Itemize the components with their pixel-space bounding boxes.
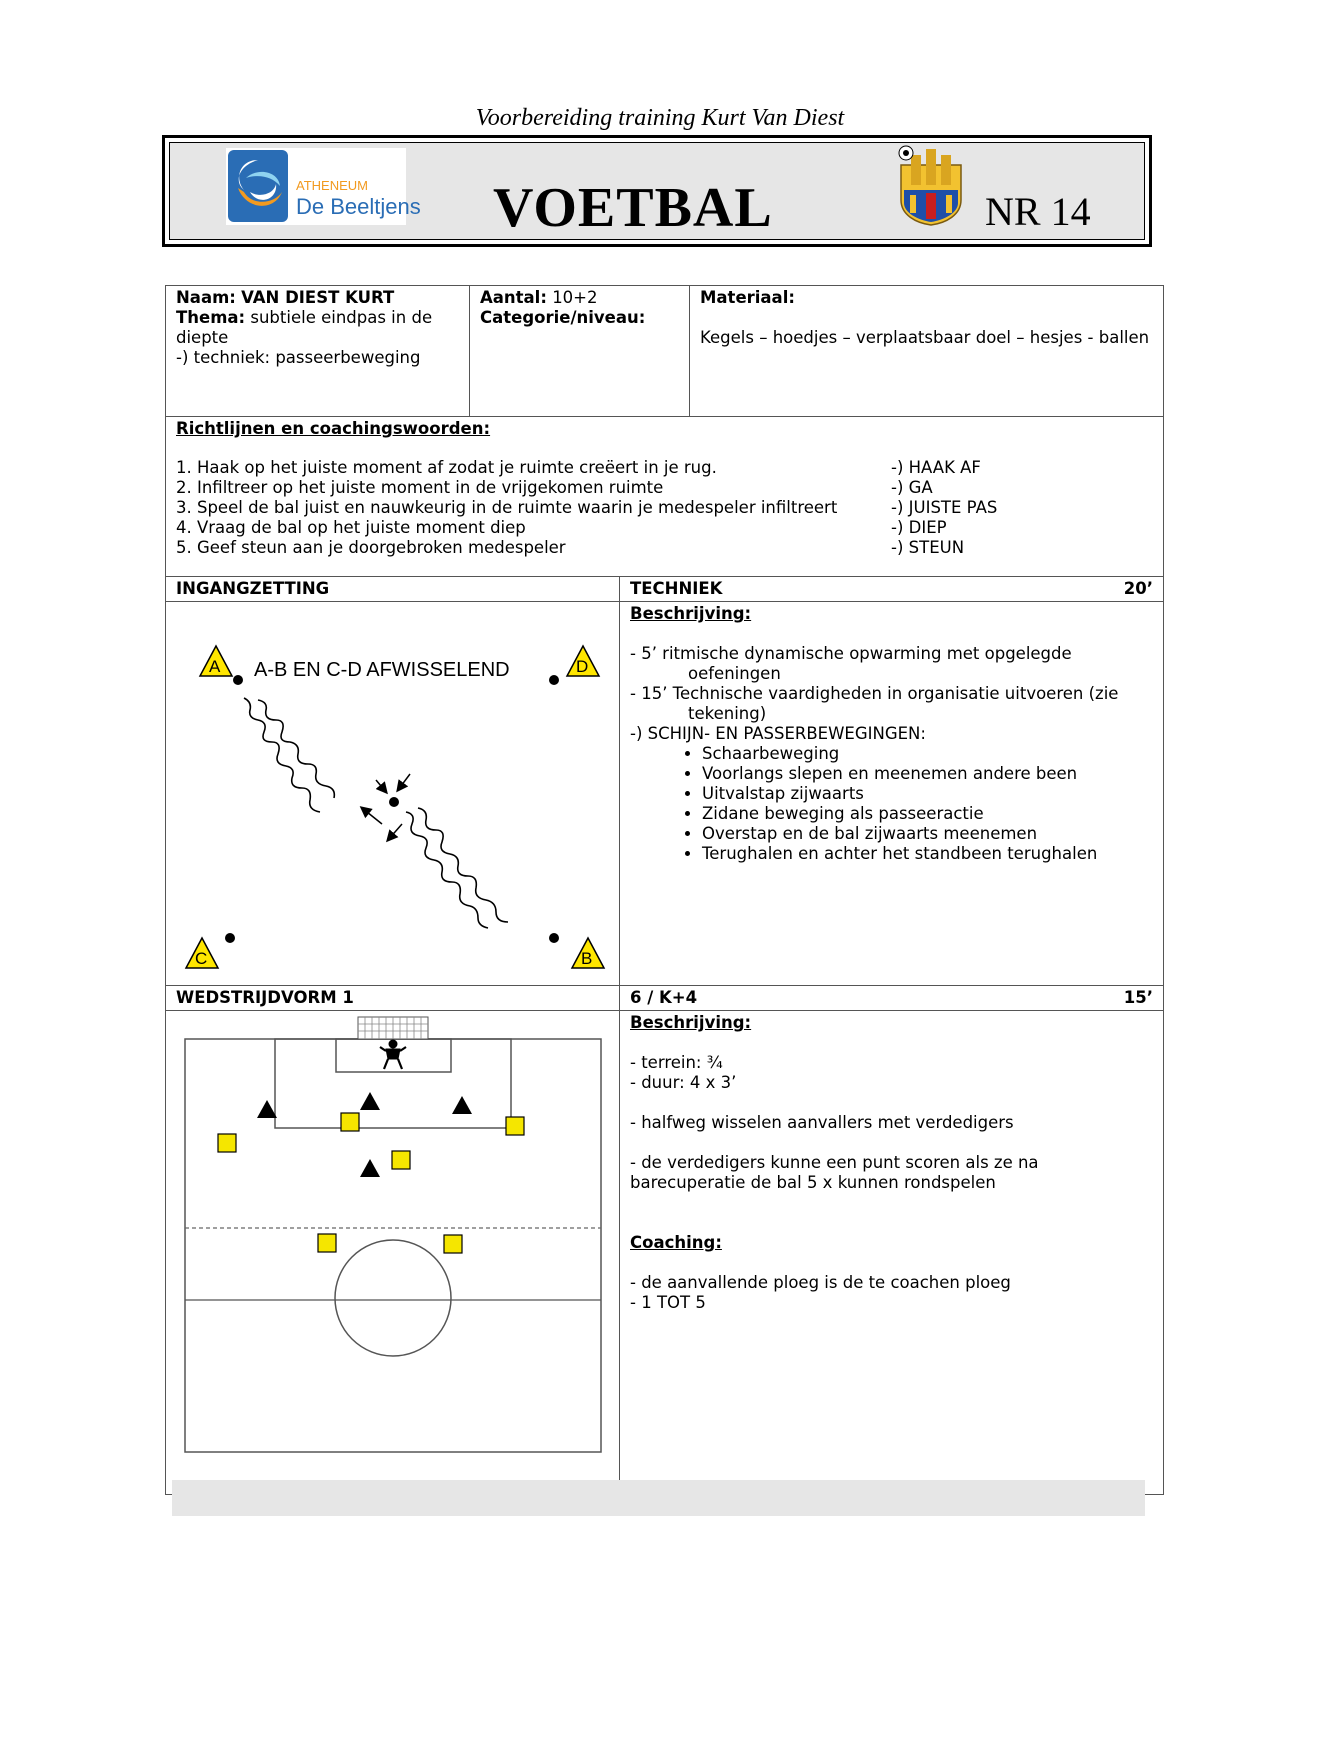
page-title: VOETBAL [493,177,773,239]
info-aantal-cell [470,286,690,417]
technique-item: • Uitvalstap zijwaarts [702,784,1153,804]
attacker-icon [218,1134,236,1152]
section1-description-cell [620,602,1164,986]
technique-item: • Schaarbeweging [702,744,1153,764]
cone-d-icon [567,646,599,676]
coaching-label: Coaching: [630,1233,722,1252]
thema-value: subtiele eindpas in de diepte [176,308,433,347]
center-circle [335,1240,451,1356]
section1-diagram-cell [166,602,620,986]
attacker-icon [444,1235,462,1253]
cone-c-icon [186,938,218,968]
goal-net-icon [358,1017,428,1039]
guidelines-list [176,458,1153,558]
ball-icon [233,675,243,685]
guidelines-cell [166,417,1164,577]
techniek-line: -) techniek: passeerbeweging [176,348,421,367]
defender-icon [452,1096,472,1114]
section2-diagram-cell [166,1011,620,1495]
materiaal-label: Materiaal: [700,288,795,307]
technique-item: • Overstap en de bal zijwaarts meenemen [702,824,1153,844]
svg-text:D: D [576,657,589,676]
guideline-keyword: -) HAAK AF [891,458,981,477]
section2-right-title: 6 / K+4 [630,988,698,1007]
technique-item: • Voorlangs slepen en meenemen andere been [702,764,1153,784]
guideline-keyword: -) STEUN [891,538,965,557]
thema-label: Thema: [176,308,246,327]
guideline-item: 4. Vraag de bal op het juiste moment diep -) DIEP [176,518,947,537]
section1-line2: - 15’ Technische vaardigheden in organisatie uitvoeren (zie [630,684,1119,703]
cone-a-icon [200,646,232,676]
training-sheet [165,285,1164,1495]
arrow-icon [398,774,410,790]
attacker-icon [341,1113,359,1131]
svg-text:C: C [195,949,208,968]
coaching-line: - de aanvallende ploeg is de te coachen ploeg [630,1273,1011,1292]
aantal-value: 10+2 [552,288,598,307]
defender-icon [360,1092,380,1110]
section1-header-row [166,577,1164,602]
section1-line1-cont: oefeningen [688,664,781,683]
section2-left-title: WEDSTRIJDVORM 1 [166,986,620,1011]
section2-desc-line: - halfweg wisselen aanvallers met verdedigers [630,1113,1014,1132]
section2-duration: 15’ [1123,988,1153,1007]
section1-line2-cont: tekening) [688,704,767,723]
pitch-diagram [166,1011,619,1489]
defender-icon [360,1159,380,1177]
dribble-path [258,700,334,798]
footer-bar [172,1480,1145,1516]
section2-header-row [166,986,1164,1011]
section1-line3: -) SCHIJN- EN PASSERBEWEGINGEN: [630,724,926,743]
categorie-label: Categorie/niveau: [480,308,646,327]
logo-text-atheneum: ATHENEUM [296,178,368,193]
section1-duration: 20’ [1123,579,1153,598]
ball-icon [389,797,399,807]
guideline-keyword: -) GA [891,478,933,497]
dribble-path [244,698,320,812]
section2-description-label: Beschrijving: [630,1013,752,1032]
cone-b-icon [572,938,604,968]
naam-value: VAN DIEST KURT [241,288,395,307]
diagram-caption: A-B EN C-D AFWISSELEND [254,659,510,681]
attacker-icon [318,1234,336,1252]
arrow-icon [362,808,382,824]
guideline-keyword: -) JUISTE PAS [891,498,998,517]
coaching-line: - 1 TOT 5 [630,1293,706,1312]
info-materiaal-cell [690,286,1164,417]
dribble-diagram [166,602,619,980]
section1-right-title-cell [620,577,1164,602]
info-naam-cell [166,286,470,417]
training-number: NR 14 [985,189,1091,234]
attacker-icon [392,1151,410,1169]
info-row [166,286,1164,417]
section1-description-label: Beschrijving: [630,604,752,623]
ball-icon [549,933,559,943]
section2-desc-line: - terrein: ¾ [630,1053,723,1072]
guideline-item: 1. Haak op het juiste moment af zodat je ruimte creëert in je rug. -) HAAK AF [176,458,981,477]
section1-body-row [166,602,1164,986]
logo-text-beeltjens: De Beeltjens [296,194,421,219]
section2-desc-line: - duur: 4 x 3’ [630,1073,737,1092]
dribble-path [418,808,508,922]
pitch-outline [185,1039,601,1452]
guidelines-row [166,417,1164,577]
city-crest-icon [896,145,966,227]
section2-body-row [166,1011,1164,1495]
dribble-path [406,812,488,928]
section2-right-title-cell [620,986,1164,1011]
svg-text:B: B [581,949,593,968]
guideline-keyword: -) DIEP [891,518,947,537]
technique-item: • Zidane beweging als passeeractie [702,804,1153,824]
aantal-label: Aantal: [480,288,547,307]
section2-description-cell [620,1011,1164,1495]
guideline-item: 5. Geef steun aan je doorgebroken medespeler -) STEUN [176,538,965,557]
arrow-icon [388,824,402,840]
ball-icon [549,675,559,685]
defender-icon [257,1100,277,1118]
arrow-icon [376,780,386,792]
naam-label: Naam: [176,288,236,307]
svg-text:A: A [209,657,221,676]
section1-right-title: TECHNIEK [630,579,723,598]
guideline-item: 3. Speel de bal juist en nauwkeurig in de ruimte waarin je medespeler infiltreert -) JUISTE PAS [176,498,998,517]
document-subtitle: Voorbereiding training Kurt Van Diest [475,105,845,131]
ball-icon [225,933,235,943]
guidelines-title: Richtlijnen en coachingswoorden: [176,419,491,438]
school-logo [226,148,421,225]
technique-list [630,744,1153,864]
technique-item: • Terughalen en achter het standbeen terughalen [702,844,1153,864]
section1-left-title: INGANGZETTING [166,577,620,602]
section2-desc-line: - de verdedigers kunne een punt scoren als ze na barecuperatie de bal 5 x kunnen rondspelen [630,1153,1039,1192]
section1-line1: - 5’ ritmische dynamische opwarming met opgelegde [630,644,1072,663]
attacker-icon [506,1117,524,1135]
goalkeeper-icon [380,1040,406,1069]
materiaal-value: Kegels – hoedjes – verplaatsbaar doel – hesjes - ballen [700,328,1150,347]
guideline-item: 2. Infiltreer op het juiste moment in de vrijgekomen ruimte -) GA [176,478,933,497]
